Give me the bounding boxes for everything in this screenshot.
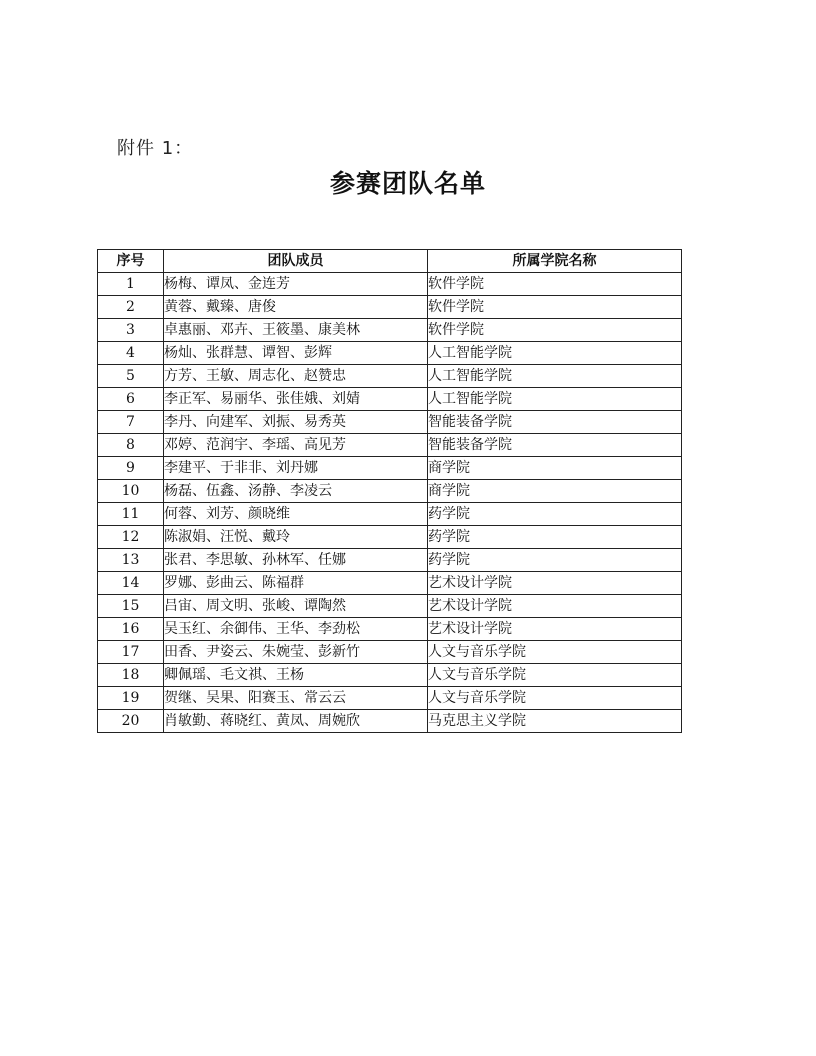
row-number: 1 xyxy=(98,273,164,296)
row-members: 肖敏勤、蒋晓红、黄凤、周婉欣 xyxy=(164,710,428,733)
row-members: 杨灿、张群慧、谭智、彭辉 xyxy=(164,342,428,365)
row-college: 智能装备学院 xyxy=(428,434,682,457)
row-members: 卿佩瑶、毛文祺、王杨 xyxy=(164,664,428,687)
row-college: 艺术设计学院 xyxy=(428,618,682,641)
table-row xyxy=(98,365,682,388)
row-members: 杨梅、谭凤、金连芳 xyxy=(164,273,428,296)
row-number: 7 xyxy=(98,411,164,434)
row-number: 19 xyxy=(98,687,164,710)
table-row xyxy=(98,457,682,480)
table-row xyxy=(98,549,682,572)
table-row xyxy=(98,480,682,503)
row-number: 16 xyxy=(98,618,164,641)
row-number: 14 xyxy=(98,572,164,595)
row-number: 4 xyxy=(98,342,164,365)
row-college: 艺术设计学院 xyxy=(428,595,682,618)
row-number: 10 xyxy=(98,480,164,503)
table-row xyxy=(98,503,682,526)
row-college: 软件学院 xyxy=(428,296,682,319)
row-college: 人工智能学院 xyxy=(428,365,682,388)
row-college: 药学院 xyxy=(428,549,682,572)
table-row xyxy=(98,296,682,319)
table-row xyxy=(98,710,682,733)
row-members: 方芳、王敏、周志化、赵赞忠 xyxy=(164,365,428,388)
table-row xyxy=(98,434,682,457)
row-members: 黄蓉、戴臻、唐俊 xyxy=(164,296,428,319)
row-number: 17 xyxy=(98,641,164,664)
row-number: 20 xyxy=(98,710,164,733)
row-members: 陈淑娟、汪悦、戴玲 xyxy=(164,526,428,549)
table-row xyxy=(98,411,682,434)
row-college: 商学院 xyxy=(428,480,682,503)
row-college: 人文与音乐学院 xyxy=(428,641,682,664)
table-header-row xyxy=(98,250,682,273)
row-college: 艺术设计学院 xyxy=(428,572,682,595)
team-roster-table xyxy=(97,249,682,733)
row-number: 13 xyxy=(98,549,164,572)
row-college: 马克思主义学院 xyxy=(428,710,682,733)
row-college: 人文与音乐学院 xyxy=(428,664,682,687)
row-college: 人工智能学院 xyxy=(428,342,682,365)
row-college: 软件学院 xyxy=(428,273,682,296)
table-row xyxy=(98,273,682,296)
row-college: 人文与音乐学院 xyxy=(428,687,682,710)
row-number: 15 xyxy=(98,595,164,618)
row-members: 田香、尹姿云、朱婉莹、彭新竹 xyxy=(164,641,428,664)
row-college: 商学院 xyxy=(428,457,682,480)
row-members: 贺继、吴果、阳赛玉、常云云 xyxy=(164,687,428,710)
header-college: 所属学院名称 xyxy=(428,250,682,273)
document-title: 参赛团队名单 xyxy=(329,169,486,198)
header-number: 序号 xyxy=(98,250,164,273)
table-body xyxy=(98,273,682,733)
table-row xyxy=(98,618,682,641)
row-number: 8 xyxy=(98,434,164,457)
row-number: 3 xyxy=(98,319,164,342)
row-members: 邓婷、范润宇、李瑶、高见芳 xyxy=(164,434,428,457)
row-college: 智能装备学院 xyxy=(428,411,682,434)
row-number: 11 xyxy=(98,503,164,526)
row-members: 吴玉红、余御伟、王华、李劲松 xyxy=(164,618,428,641)
row-number: 2 xyxy=(98,296,164,319)
row-college: 药学院 xyxy=(428,503,682,526)
table-row xyxy=(98,595,682,618)
row-members: 吕宙、周文明、张峻、谭陶然 xyxy=(164,595,428,618)
table-row xyxy=(98,641,682,664)
row-members: 罗娜、彭曲云、陈福群 xyxy=(164,572,428,595)
attachment-label: 附件 1： xyxy=(117,138,194,159)
row-number: 5 xyxy=(98,365,164,388)
table-row xyxy=(98,388,682,411)
row-members: 李丹、向建军、刘振、易秀英 xyxy=(164,411,428,434)
row-college: 软件学院 xyxy=(428,319,682,342)
row-members: 杨磊、伍鑫、汤静、李凌云 xyxy=(164,480,428,503)
row-number: 12 xyxy=(98,526,164,549)
table-row xyxy=(98,664,682,687)
row-members: 李建平、于非非、刘丹娜 xyxy=(164,457,428,480)
row-college: 人工智能学院 xyxy=(428,388,682,411)
row-members: 李正军、易丽华、张佳娥、刘婧 xyxy=(164,388,428,411)
table-row xyxy=(98,319,682,342)
row-members: 卓惠丽、邓卉、王筱墨、康美林 xyxy=(164,319,428,342)
row-members: 何蓉、刘芳、颜晓维 xyxy=(164,503,428,526)
table-row xyxy=(98,342,682,365)
table-row xyxy=(98,687,682,710)
row-number: 18 xyxy=(98,664,164,687)
header-members: 团队成员 xyxy=(164,250,428,273)
row-number: 6 xyxy=(98,388,164,411)
row-college: 药学院 xyxy=(428,526,682,549)
row-number: 9 xyxy=(98,457,164,480)
table-row xyxy=(98,526,682,549)
table-row xyxy=(98,572,682,595)
row-members: 张君、李思敏、孙林军、任娜 xyxy=(164,549,428,572)
